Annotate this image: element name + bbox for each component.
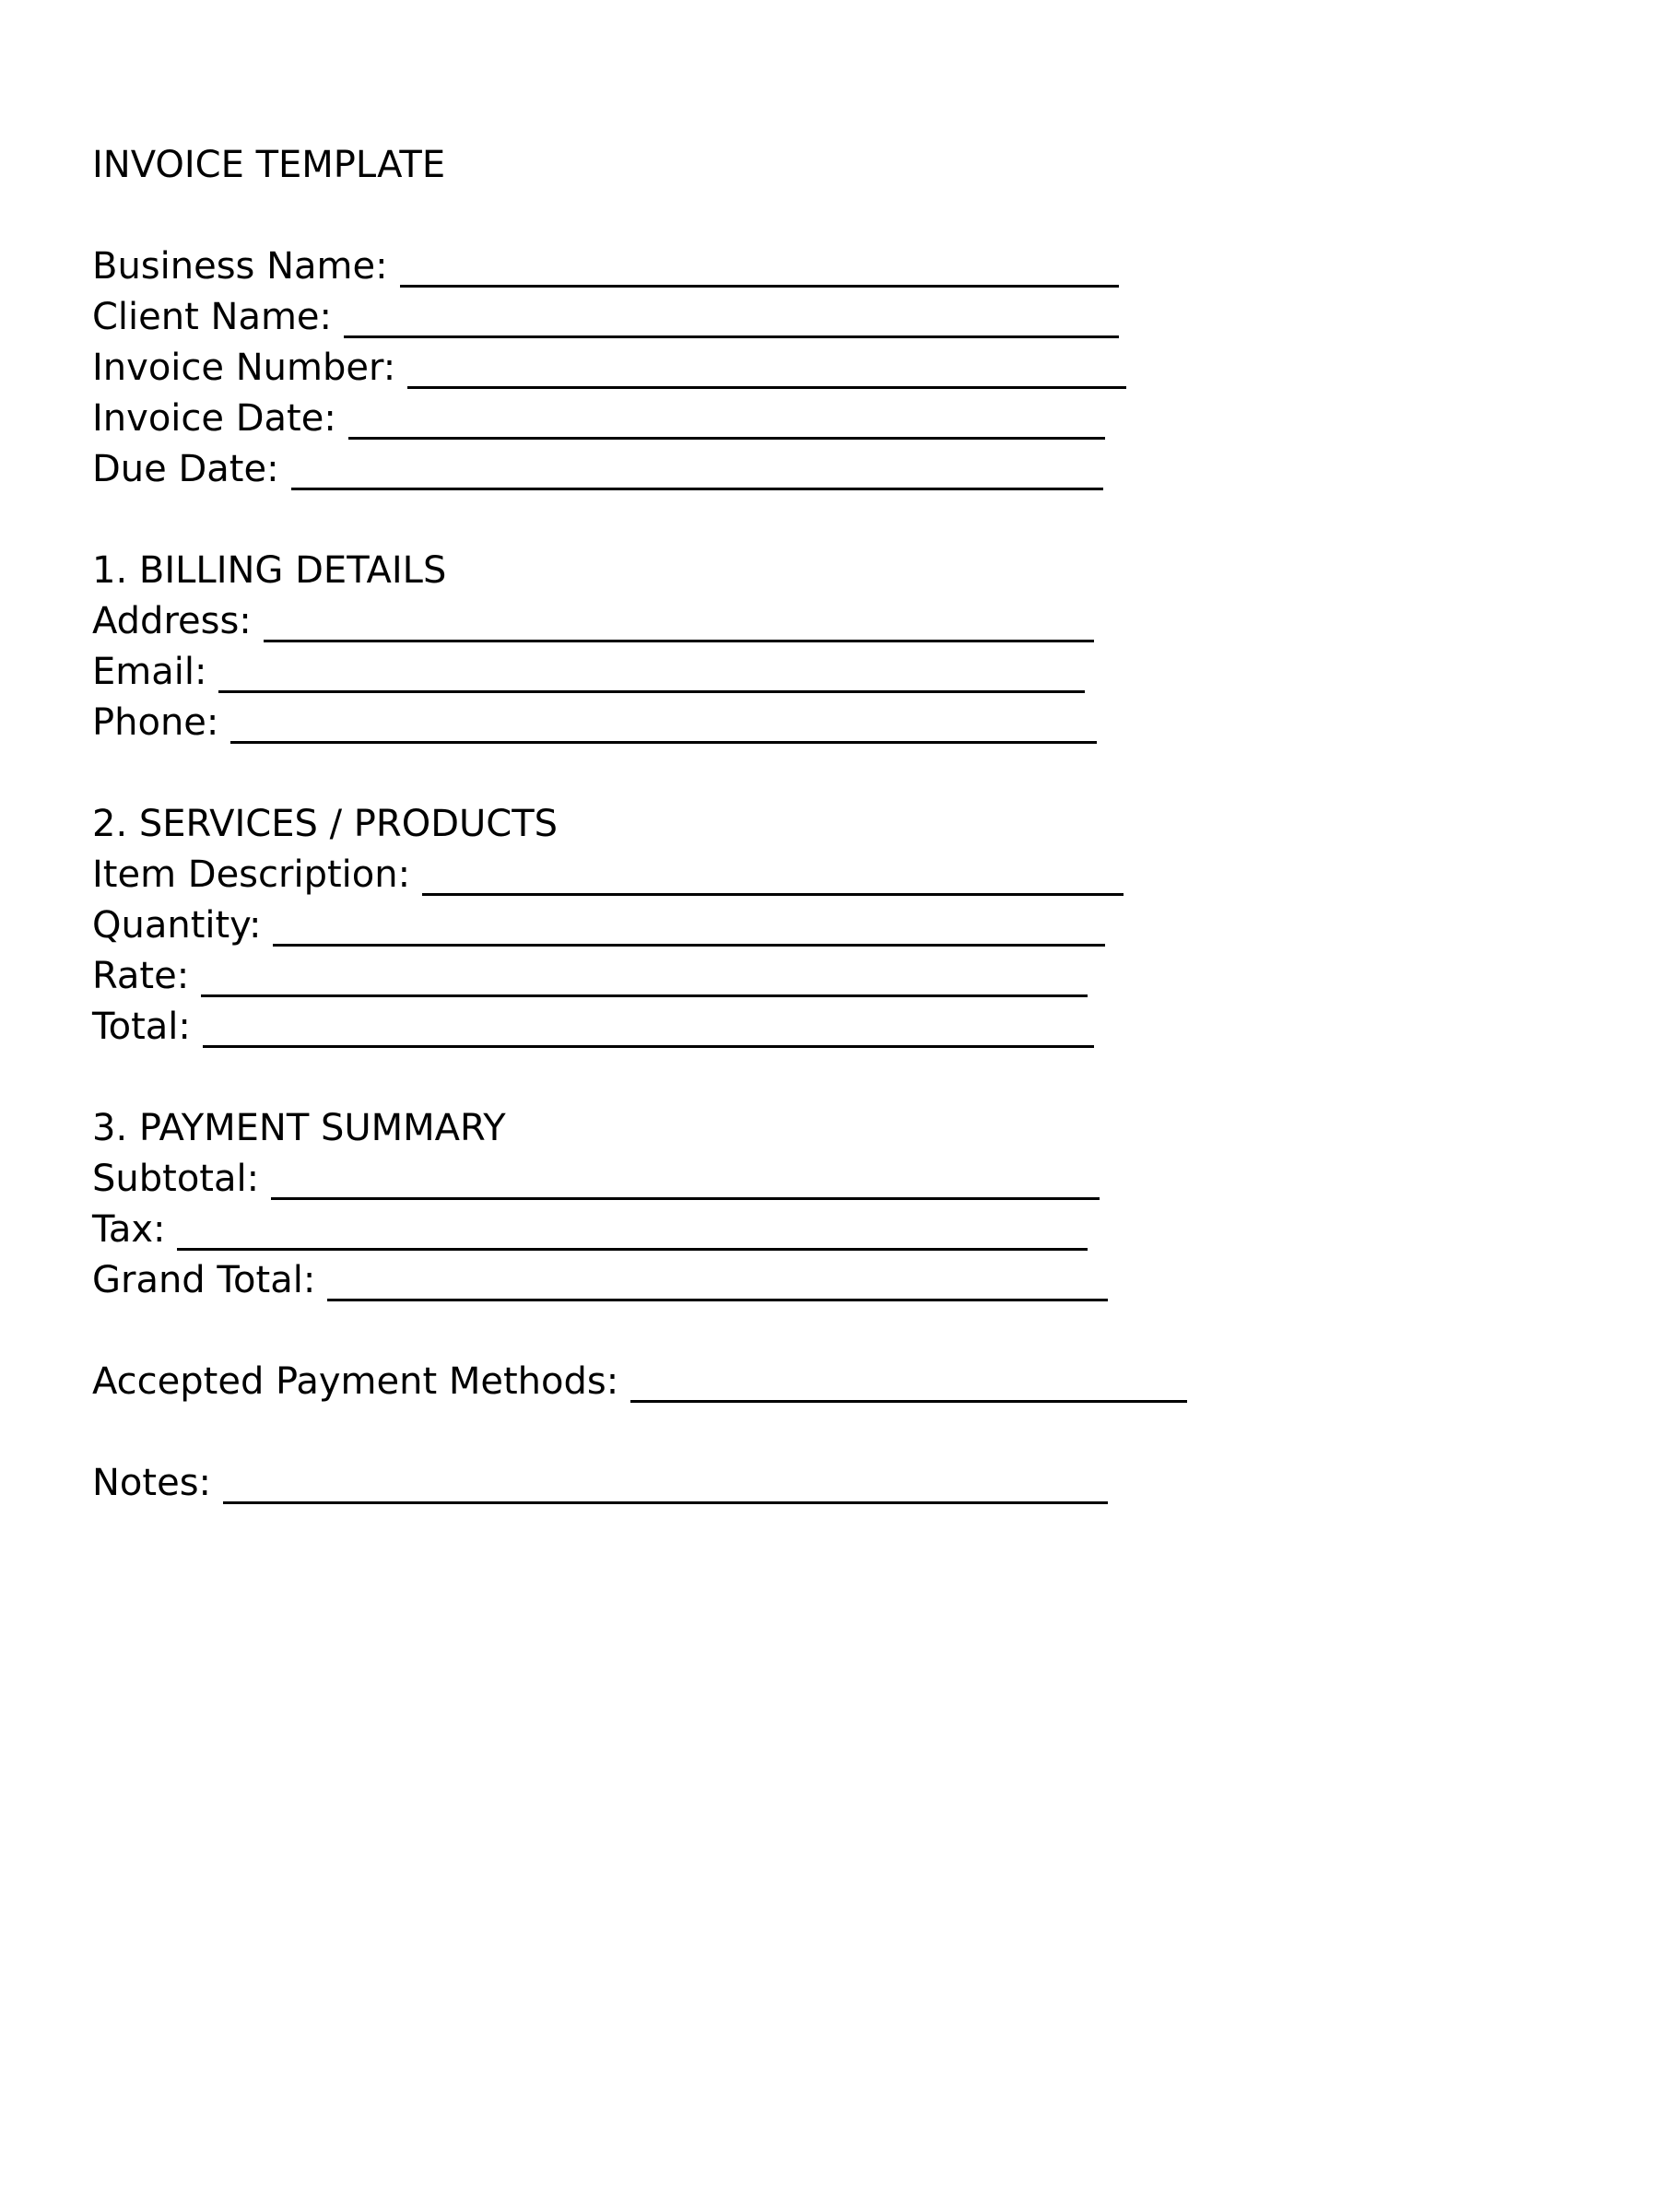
grand-total-label: Grand Total: bbox=[92, 1259, 316, 1301]
payment-methods-field[interactable] bbox=[92, 1357, 618, 1407]
address-field[interactable] bbox=[92, 596, 252, 647]
quantity-label: Quantity: bbox=[92, 904, 262, 947]
email-label: Email: bbox=[92, 651, 207, 693]
client-name-field[interactable] bbox=[92, 292, 332, 343]
notes-blank[interactable] bbox=[223, 1501, 1108, 1504]
invoice-number-label: Invoice Number: bbox=[92, 347, 396, 389]
section-heading: 1. BILLING DETAILS bbox=[92, 549, 447, 592]
item-description-field[interactable] bbox=[92, 850, 410, 900]
subtotal-blank[interactable] bbox=[271, 1197, 1100, 1200]
invoice-date-field[interactable] bbox=[92, 394, 336, 444]
document-title bbox=[92, 140, 445, 191]
item-description-blank[interactable] bbox=[422, 893, 1124, 896]
notes-field[interactable] bbox=[92, 1458, 211, 1509]
rate-blank[interactable] bbox=[201, 994, 1088, 997]
document-title-text: INVOICE TEMPLATE bbox=[92, 144, 446, 186]
payment-methods-label: Accepted Payment Methods: bbox=[92, 1360, 619, 1403]
notes-label: Notes: bbox=[92, 1462, 212, 1504]
address-label: Address: bbox=[92, 600, 252, 642]
payment-summary-heading bbox=[92, 1103, 506, 1154]
business-name-label: Business Name: bbox=[92, 245, 388, 288]
address-blank[interactable] bbox=[264, 640, 1094, 642]
phone-field[interactable] bbox=[92, 698, 218, 748]
total-field[interactable] bbox=[92, 1002, 191, 1053]
client-name-label: Client Name: bbox=[92, 296, 332, 338]
item-description-label: Item Description: bbox=[92, 853, 411, 896]
due-date-field[interactable] bbox=[92, 444, 279, 495]
business-name-blank[interactable] bbox=[400, 285, 1119, 288]
billing-details-heading bbox=[92, 546, 446, 596]
tax-field[interactable] bbox=[92, 1205, 165, 1255]
business-name-field[interactable] bbox=[92, 241, 388, 292]
due-date-label: Due Date: bbox=[92, 448, 279, 490]
payment-methods-blank[interactable] bbox=[630, 1400, 1187, 1403]
tax-label: Tax: bbox=[92, 1208, 166, 1251]
services-products-heading bbox=[92, 799, 558, 850]
email-field[interactable] bbox=[92, 647, 206, 698]
invoice-date-blank[interactable] bbox=[348, 437, 1105, 440]
total-label: Total: bbox=[92, 1006, 191, 1048]
invoice-number-field[interactable] bbox=[92, 343, 395, 394]
subtotal-field[interactable] bbox=[92, 1154, 259, 1205]
total-blank[interactable] bbox=[203, 1045, 1094, 1048]
invoice-number-blank[interactable] bbox=[407, 386, 1126, 389]
invoice-date-label: Invoice Date: bbox=[92, 397, 336, 440]
rate-label: Rate: bbox=[92, 955, 190, 997]
phone-label: Phone: bbox=[92, 701, 219, 744]
subtotal-label: Subtotal: bbox=[92, 1158, 260, 1200]
email-blank[interactable] bbox=[218, 690, 1085, 693]
tax-blank[interactable] bbox=[177, 1248, 1088, 1251]
quantity-blank[interactable] bbox=[273, 944, 1105, 947]
section-heading: 3. PAYMENT SUMMARY bbox=[92, 1107, 506, 1149]
grand-total-field[interactable] bbox=[92, 1255, 315, 1306]
client-name-blank[interactable] bbox=[344, 335, 1119, 338]
rate-field[interactable] bbox=[92, 951, 189, 1002]
phone-blank[interactable] bbox=[230, 741, 1097, 744]
grand-total-blank[interactable] bbox=[327, 1299, 1108, 1301]
section-heading: 2. SERVICES / PRODUCTS bbox=[92, 803, 559, 845]
due-date-blank[interactable] bbox=[291, 488, 1103, 490]
quantity-field[interactable] bbox=[92, 900, 261, 951]
